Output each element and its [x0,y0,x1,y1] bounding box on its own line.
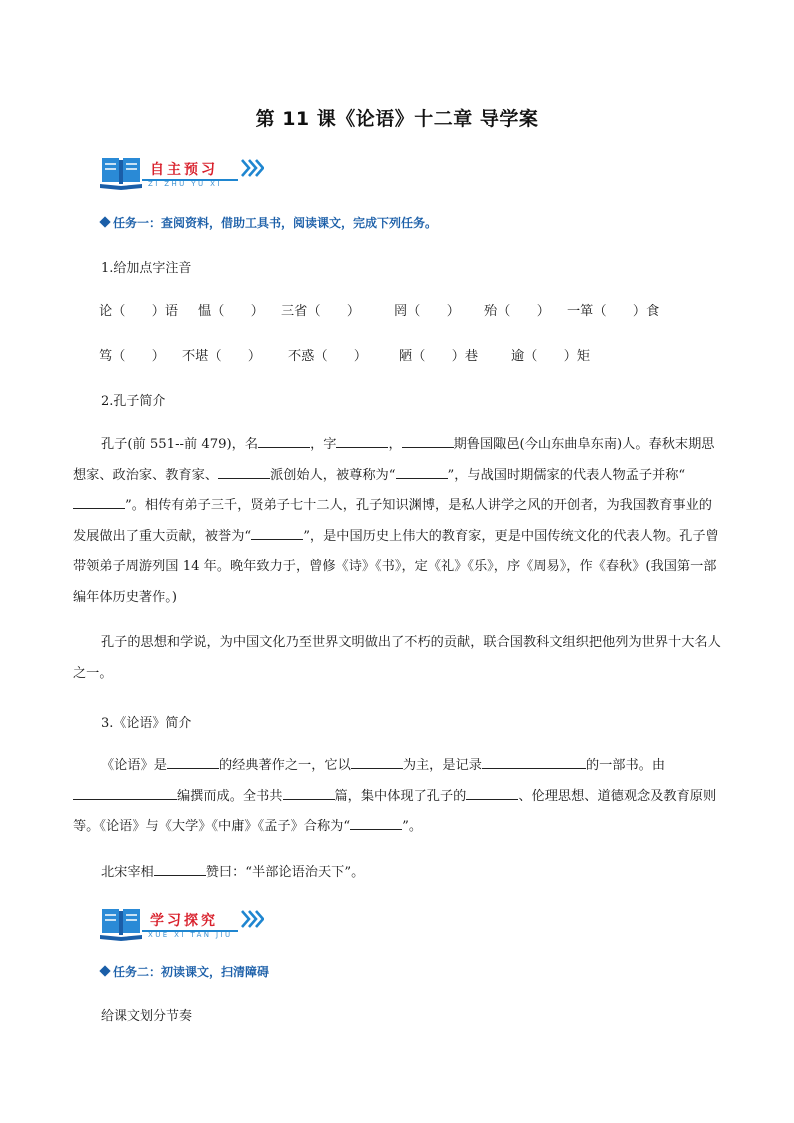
fill-blank[interactable] [73,786,177,800]
fill-blank[interactable] [283,786,335,800]
fill-blank[interactable] [350,816,402,830]
diamond-bullet-icon [99,965,110,976]
pinyin-item: 殆（ ） [484,304,550,319]
confucius-paragraph: 孔子(前 551--前 479)，名 ，字 ， 期鲁国陬邑(今山东曲阜东南)人。春秋末期思想家、政治家、教育家、 派创始人，被尊称为“ ”，与战国时期儒家的代表人物孟子并称“”。相传有弟子三千，贤弟子七十二人，孔子知识渊博，是私人讲学之风的开创者，为我国教育事业的发展做出了重大贡献，被誉为“ ”，是中国历史上伟大的教育家，更是中国传统文化的代表人物。孔子曾带领弟子周游列国 14 年。晚年致力于，曾修《诗》《书》，定《礼》《乐》，序《周易》，作《春秋》(我国第一部编年体历史著作。) [73,430,723,613]
chevrons-right-icon [240,157,264,179]
fill-blank[interactable] [167,755,219,769]
banner-title: 自主预习 [150,162,218,178]
fill-blank[interactable] [154,862,206,876]
banner-title: 学习探究 [150,913,218,929]
pinyin-item: 不堪（ ） [182,349,262,364]
open-book-icon [100,156,142,190]
pinyin-item: 一箪（ ）食 [567,304,660,319]
pinyin-item: 三省（ ） [281,304,361,319]
fill-blank[interactable] [73,495,125,509]
lunyu-paragraph: 《论语》是 的经典著作之一，它以 为主，是记录 的一部书。由编撰而成。全书共 篇，集中体现了孔子的 、伦理思想、道德观念及教育原则等。《论语》与《大学》《中庸》《孟子》合称为“ ”。 [73,751,723,843]
section-heading-confucius: 2.孔子简介 [101,394,166,409]
pinyin-item: 逾（ ）矩 [511,349,591,364]
fill-blank[interactable] [466,786,518,800]
pinyin-item: 笃（ ） [99,349,165,364]
fill-blank[interactable] [336,434,388,448]
chevrons-right-icon [240,908,264,930]
section-banner-explore [100,905,400,945]
section-heading-pinyin: 1.给加点字注音 [101,261,192,276]
pinyin-item: 论（ ）语 [99,304,179,319]
pinyin-item: 愠（ ） [198,304,264,319]
section-heading-rhythm: 给课文划分节奏 [101,1009,193,1024]
task-two: 任务二：初读课文，扫清障碍 [101,963,269,980]
pinyin-item: 陋（ ）巷 [399,349,479,364]
section-banner-preview [100,154,400,194]
fill-blank[interactable] [396,465,448,479]
fill-blank[interactable] [258,434,310,448]
diamond-bullet-icon [99,216,110,227]
banner-pinyin: ZI ZHU YU XI [148,180,222,188]
fill-blank[interactable] [482,755,586,769]
fill-blank[interactable] [402,434,454,448]
page-title: 第 11 课《论语》十二章 导学案 [255,108,539,130]
fill-blank[interactable] [351,755,403,769]
pinyin-row-1 [0,300,794,324]
fill-blank[interactable] [251,526,303,540]
open-book-icon [100,907,142,941]
pinyin-item: 不惑（ ） [288,349,368,364]
task-one: 任务一：查阅资料，借助工具书，阅读课文，完成下列任务。 [101,214,437,231]
pinyin-row-2 [0,345,794,369]
fill-blank[interactable] [218,465,270,479]
lunyu-quote: 北宋宰相 赞曰：“半部论语治天下”。 [73,858,723,889]
banner-pinyin: XUE XI TAN JIU [148,931,233,939]
section-heading-lunyu: 3.《论语》简介 [101,716,192,731]
confucius-paragraph-2: 孔子的思想和学说，为中国文化乃至世界文明做出了不朽的贡献，联合国教科文组织把他列为世界十大名人之一。 [73,635,721,681]
pinyin-item: 罔（ ） [394,304,460,319]
